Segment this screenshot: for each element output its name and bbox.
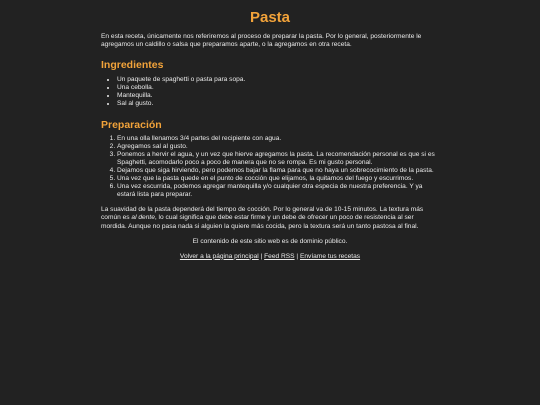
ingredients-heading: Ingredientes (101, 59, 164, 72)
list-item: • Una cebolla. (117, 84, 439, 92)
step-item: 6. Una vez escurrida, podemos agregar mantequilla y/o cualquier otra especia de nuestra preferencia. Y ya estará lista para preparar. (117, 183, 439, 199)
intro-paragraph: En esta receta, únicamente nos referiremos al proceso de preparar la pasta. Por lo general, posteriormente le agregamos un caldillo o salsa que preparamos aparte, o la agregamos en otra receta. (101, 33, 422, 49)
list-item: • Mantequilla. (117, 92, 439, 100)
step-item: 3. Ponemos a hervir el agua, y un vez que hierve agregamos la pasta. La recomendación personal es que si es Spaghetti, acomodarlo poco a poco de manera que no se rompa. Es mi gusto personal. (117, 151, 439, 167)
closing-text-after: , lo cual significa que debe estar firme y un debe de ofrecer un poco de resistencia al ser mordida. Aunque no pasa nada si alguien la quiere más cocida, pero la textura será un tanto pastosa al final. (101, 214, 419, 230)
send-recipes-link[interactable]: Envíame tus recetas (299, 252, 361, 260)
step-item: 2. Agregamos sal al gusto. (117, 143, 439, 151)
closing-text-before: La suavidad de la pasta dependerá del tiempo de cocción. Por lo general va de 10-15 minutos. La textura más común es (101, 206, 424, 222)
ingredients-list (101, 76, 439, 108)
list-item: • Sal al gusto. (117, 100, 439, 108)
step-item: 4. Dejamos que siga hirviendo, pero podemos bajar la flama para que no haya un sobrecocimiento de la pasta. (117, 167, 439, 175)
step-item: 1. En una olla llenamos 3/4 partes del recipiente con agua. (117, 135, 439, 143)
closing-emphasis: al dente (131, 214, 155, 222)
preparation-steps (101, 135, 439, 200)
preparation-heading: Preparación (101, 118, 162, 131)
footer-separator: | (260, 252, 263, 260)
home-link[interactable]: Volver a la página principal (179, 252, 259, 260)
list-item: • Un paquete de spaghetti o pasta para sopa. (117, 76, 439, 84)
license-notice: El contenido de este sitio web es de dominio público. (192, 237, 348, 245)
footer-nav (101, 253, 439, 261)
rss-feed-link[interactable]: Feed RSS (264, 252, 295, 260)
page-title: Pasta (249, 9, 291, 26)
closing-paragraph (101, 206, 439, 230)
footer-separator: | (296, 252, 299, 260)
step-item: 5. Una vez que la pasta quede en el punto de cocción que elijamos, la quitamos del fuego y escurrimos. (117, 175, 439, 183)
